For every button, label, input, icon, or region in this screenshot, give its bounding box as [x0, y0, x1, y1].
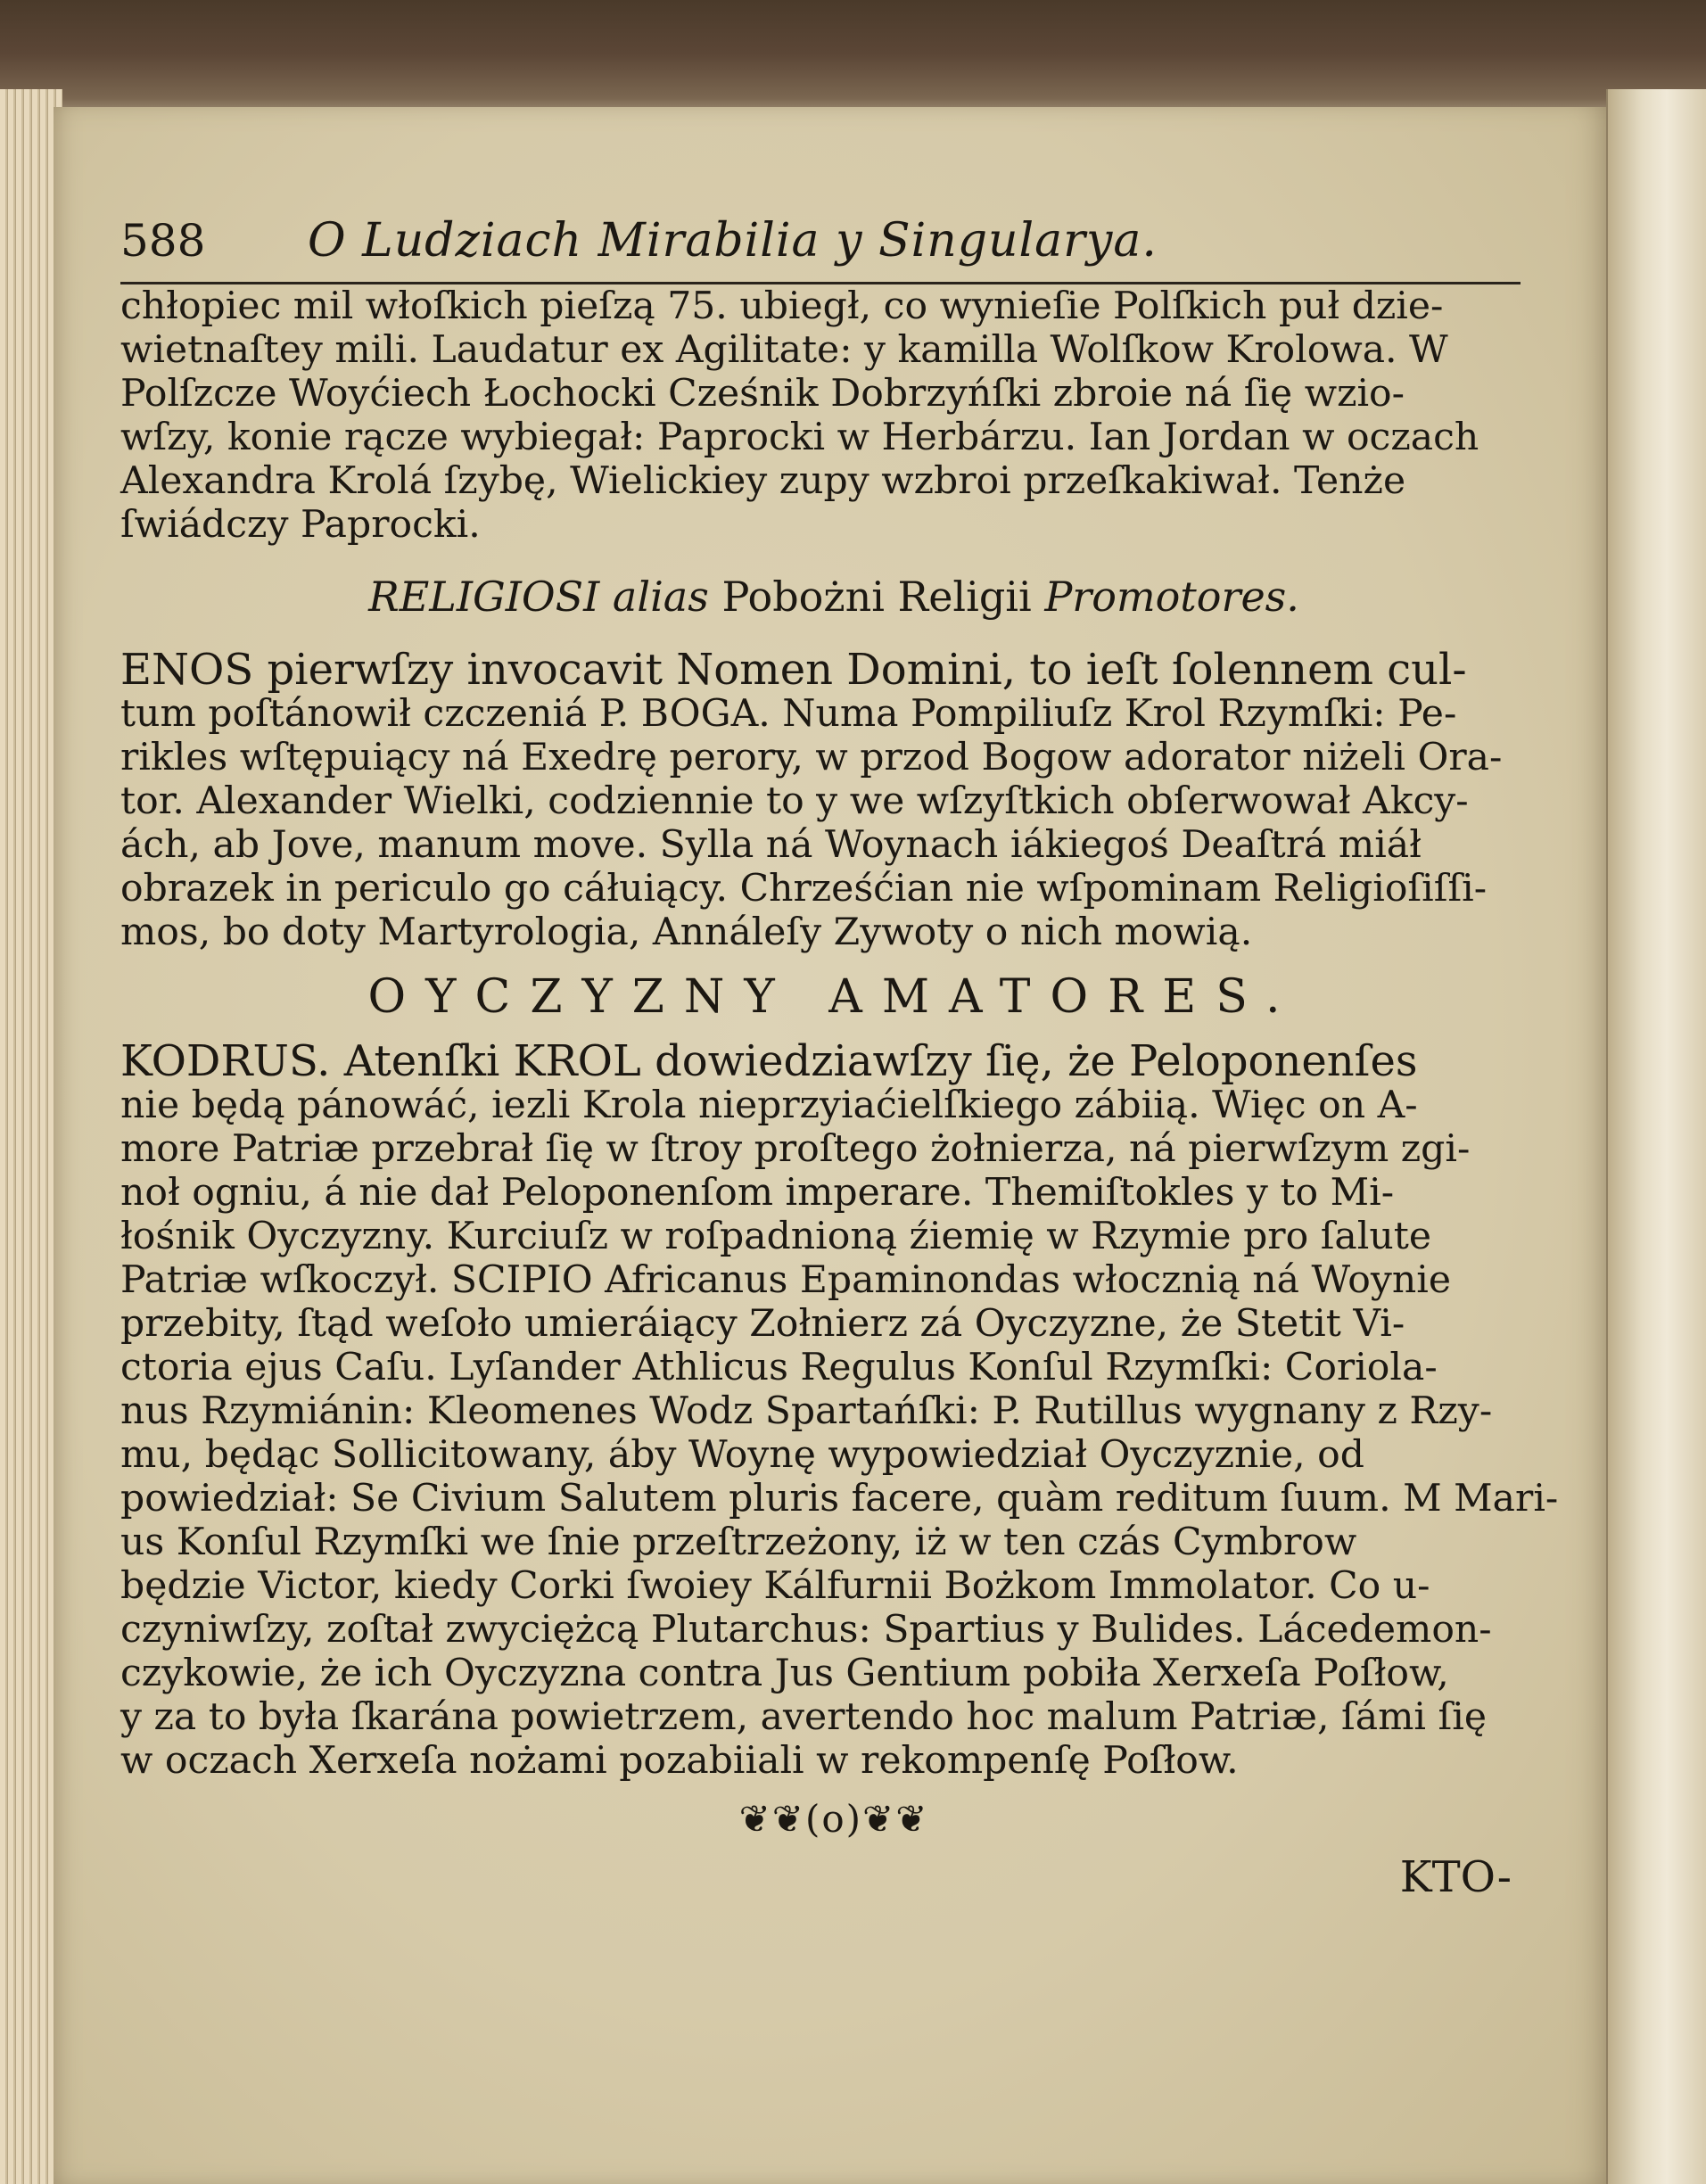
- text-line: nie będą pánowáć, iezli Krola nieprzyiaćielſkiego zábiią. Więc on A-: [120, 1084, 1418, 1127]
- heading-part: RELIGIOSI alias: [368, 573, 709, 621]
- text-line: ENOS pierwſzy invocavit Nomen Domini, to ieſt ſolennem cul-: [120, 645, 1467, 695]
- text-line: obrazek in periculo go cáłuiący. Chrześćian nie wſpominam Religioſiſſi-: [120, 867, 1488, 911]
- heading-part: Pobożni Religii: [721, 573, 1032, 621]
- page-header: [120, 214, 1521, 284]
- text-line: łośnik Oyczyzny. Kurciuſz w roſpadnioną źiemię w Rzymie pro ſalute: [120, 1215, 1431, 1258]
- text-line: chłopiec mil włoſkich pieſzą 75. ubiegł, co wynieſie Polſkich puł dzie-: [120, 284, 1444, 328]
- text-line: czyniwſzy, zoſtał zwyciężcą Plutarchus: Spartius y Bulides. Lácedemon-: [120, 1608, 1492, 1652]
- text-line: mos, bo doty Martyrologia, Annáleſy Zywoty o nich mowią.: [120, 911, 1253, 954]
- ornament-right-icon: ❦❦: [862, 1797, 929, 1841]
- text-line: more Patriæ przebrał ſię w ſtroy proſtego żołnierza, ná pierwſzym zgi-: [120, 1127, 1471, 1171]
- text-line: mu, będąc Sollicitowany, áby Woynę wypowiedział Oyczyznie, od: [120, 1433, 1364, 1477]
- text-line: ſwiádczy Paprocki.: [120, 503, 481, 547]
- text-line: wietnaſtey mili. Laudatur ex Agilitate: y kamilla Wolſkow Krolowa. W: [120, 328, 1448, 372]
- text-line: noł ogniu, á nie dał Peloponenſom imperare. Themiſtokles y to Mi-: [120, 1171, 1395, 1215]
- ornament-center: (o): [804, 1797, 863, 1841]
- text-line: tum poſtánowił czczeniá P. BOGA. Numa Pompiliuſz Krol Rzymſki: Pe-: [120, 692, 1457, 736]
- text-line: Alexandra Krolá ſzybę, Wielickiey zupy wzbroi przeſkakiwał. Tenże: [120, 459, 1406, 503]
- printers-ornament: [120, 1788, 1547, 1850]
- text-line: us Konſul Rzymſki we ſnie przeſtrzeżony, iż w ten czás Cymbrow: [120, 1521, 1357, 1564]
- text-line: tor. Alexander Wielki, codziennie to y we wſzyſtkich obſerwował Akcy-: [120, 779, 1469, 823]
- catchword: KTO-: [1399, 1852, 1512, 1902]
- text-line: rikles wſtępuiący ná Exedrę perory, w przod Bogow adorator niżeli Ora-: [120, 736, 1503, 779]
- text-line: Polſzcze Woyćiech Łochocki Cześnik Dobrzyńſki zbroie ná ſię wzio-: [120, 372, 1405, 416]
- text-line: czykowie, że ich Oyczyzna contra Jus Gentium pobiła Xerxeſa Poſłow,: [120, 1652, 1449, 1695]
- text-line: nus Rzymiánin: Kleomenes Wodz Spartańſki: P. Rutillus wygnany z Rzy-: [120, 1389, 1493, 1433]
- paragraph-1: [120, 284, 1547, 547]
- text-line: Patriæ wſkoczył. SCIPIO Africanus Epaminondas włocznią ná Woynie: [120, 1258, 1452, 1302]
- ornament-left-icon: ❦❦: [738, 1797, 805, 1841]
- page-number: 588: [120, 215, 206, 267]
- text-line: y za to była ſkarána powietrzem, avertendo hoc malum Patriæ, ſámi ſię: [120, 1695, 1487, 1739]
- text-line: ách, ab Jove, manum move. Sylla ná Woynach iákiegoś Deaſtrá miáł: [120, 823, 1422, 867]
- text-line: wſzy, konie rącze wybiegał: Paprocki w Herbárzu. Ian Jordan w oczach: [120, 416, 1479, 459]
- text-line: będzie Victor, kiedy Corki ſwoiey Kálfurnii Bożkom Immolator. Co u-: [120, 1564, 1430, 1608]
- page-text: [120, 214, 1559, 1904]
- paragraph-3: [120, 1036, 1559, 1783]
- text-line: KODRUS. Atenſki KROL dowiedziawſzy ſię, że Peloponenſes: [120, 1036, 1418, 1086]
- facing-page-edge: [1606, 89, 1706, 2184]
- paragraph-2: [120, 645, 1547, 954]
- section-heading-oyczyzny: OYCZYZNY AMATORES.: [367, 970, 1300, 1024]
- text-line: powiedział: Se Civium Salutem pluris facere, quàm reditum ſuum. M Mari-: [120, 1477, 1559, 1521]
- text-line: ctoria ejus Caſu. Lyſander Athlicus Regulus Konſul Rzymſki: Coriola-: [120, 1346, 1438, 1389]
- text-line: przebity, ſtąd weſoło umieráiący Zołnierz zá Oyczyzne, że Stetit Vi-: [120, 1302, 1405, 1346]
- section-heading-religiosi: [120, 552, 1547, 641]
- text-line: w oczach Xerxeſa nożami pozabiiali w rekompenſę Poſłow.: [120, 1739, 1239, 1783]
- heading-part: Promotores.: [1044, 573, 1299, 621]
- running-title: O Ludziach Mirabilia y Singularya.: [308, 214, 1158, 268]
